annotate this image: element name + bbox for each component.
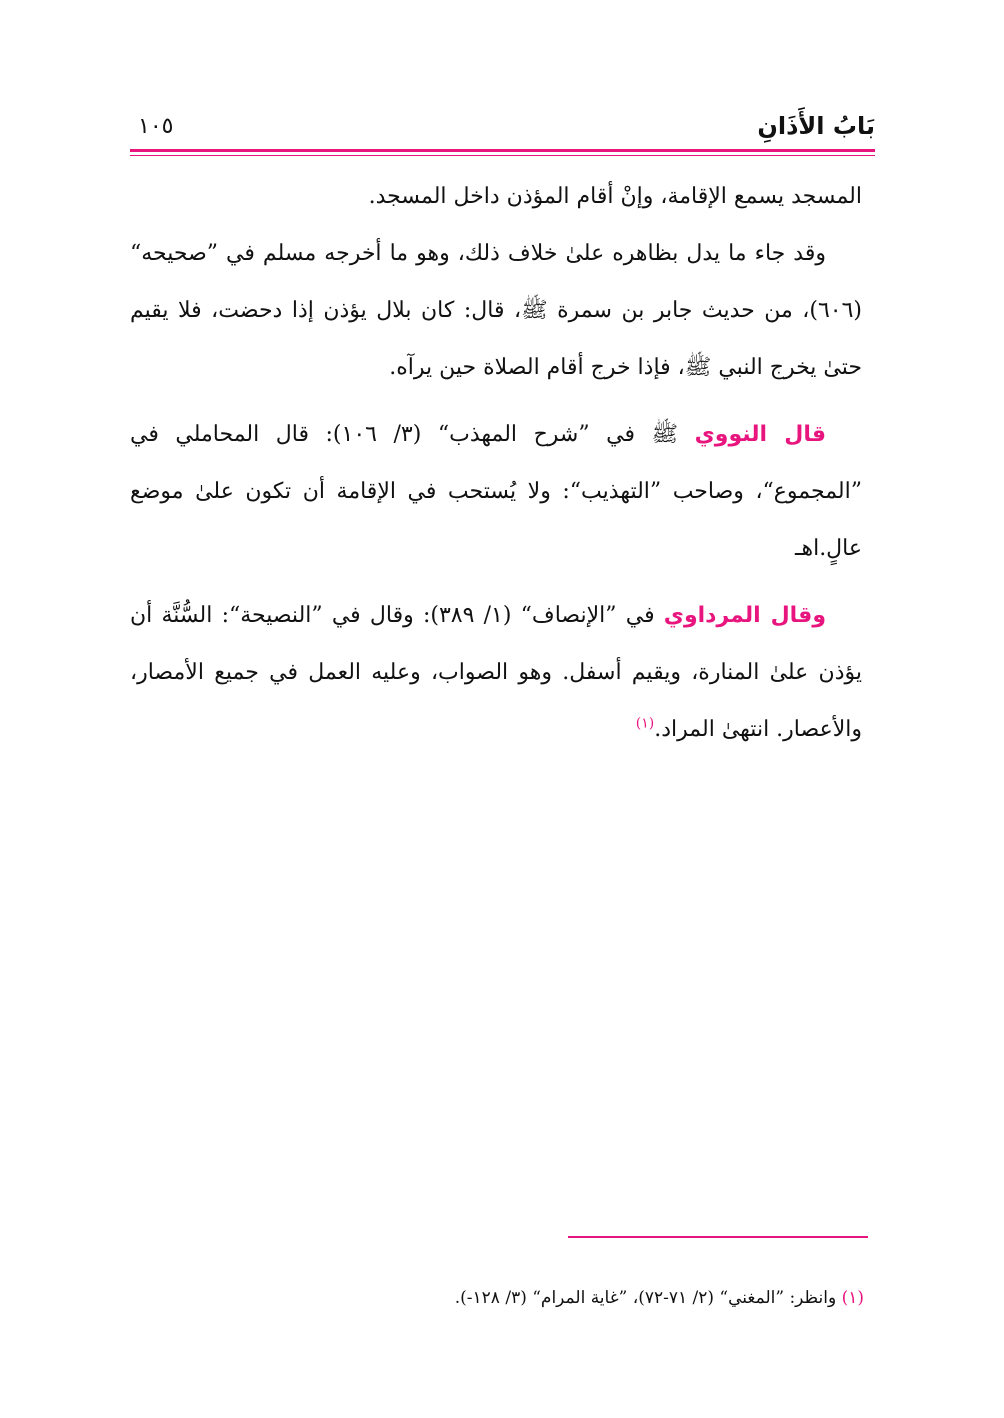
footnote: [455, 1288, 864, 1308]
paragraph-3: [130, 406, 862, 577]
page-body: [130, 168, 862, 758]
paragraph-4: [130, 587, 862, 758]
chapter-title: بَابُ الأَذَانِ: [757, 112, 875, 140]
footnote-reference[interactable]: (١): [635, 715, 655, 732]
header-rule-thin: [130, 155, 875, 156]
scholar-name-mardawi: وقال المرداوي: [663, 603, 827, 628]
paragraph-2: وقد جاء ما يدل بظاهره علىٰ خلاف ذلك، وهو ما أخرجه مسلم في ”صحيحه“ (٦٠٦)، من حديث جابر بن سمرة ﷺ، قال: كان بلال يؤذن إذا دحضت، فلا يقيم حتىٰ يخرج النبي ﷺ، فإذا خرج أقام الصلاة حين يرآه.: [130, 241, 862, 380]
page-number: ١٠٥: [138, 114, 174, 139]
page-header: [130, 108, 875, 148]
paragraph-3-text: ﷺ في ”شرح المهذب“ (٣/ ١٠٦): قال المحاملي في ”المجموع“، وصاحب ”التهذيب“: ولا يُستحب في الإقامة أن تكون علىٰ موضع عالٍ.اهـ: [130, 422, 862, 561]
footnote-number: (١): [841, 1288, 864, 1308]
footnote-rule: [568, 1236, 868, 1238]
paragraph-4-text: في ”الإنصاف“ (١/ ٣٨٩): وقال في ”النصيحة“: السُّنَّة أن يؤذن علىٰ المنارة، ويقيم أسفل. وهو الصواب، وعليه العمل في جميع الأمصار، والأعصار. انتهىٰ المراد.: [130, 603, 862, 742]
paragraph-1: المسجد يسمع الإقامة، وإنْ أقام المؤذن داخل المسجد.: [368, 184, 862, 209]
header-rule-thick: [130, 149, 875, 152]
footnote-text: وانظر: ”المغني“ (٢/ ٧١-٧٢)، ”غاية المرام“ (٣/ ١٢٨-).: [454, 1288, 842, 1308]
scholar-name-nawawi: قال النووي: [694, 422, 827, 447]
